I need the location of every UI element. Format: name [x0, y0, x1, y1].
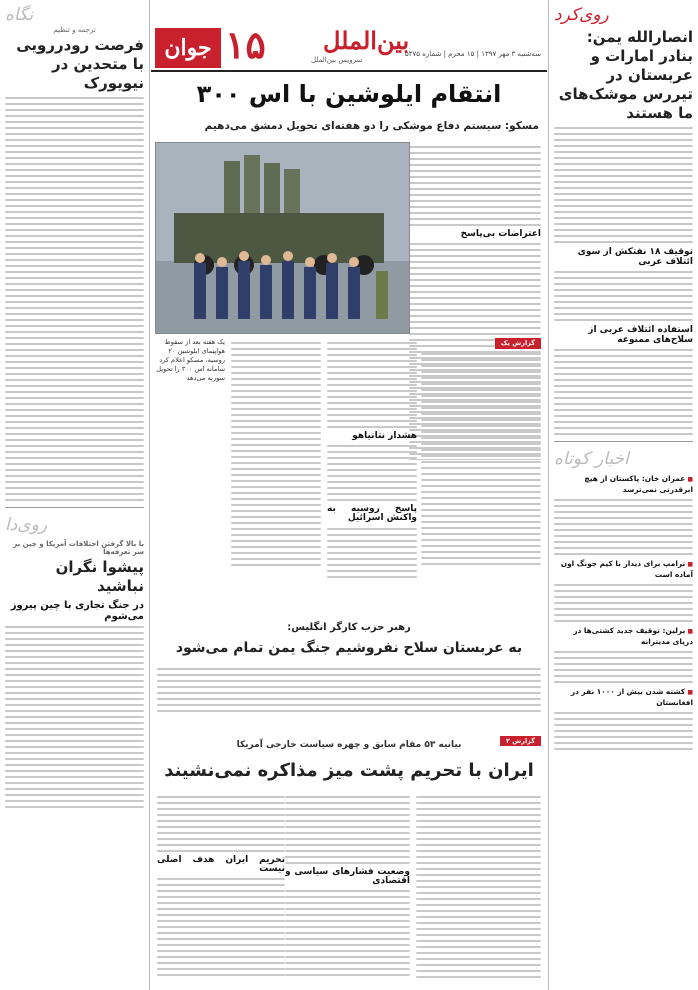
left-body-text [5, 97, 144, 501]
story3-col-1 [416, 792, 541, 982]
story3-col-3 [157, 792, 285, 982]
left-caption: ترجمه و تنظیم [53, 26, 96, 34]
left-kicker-2: روی‌دا [5, 515, 48, 535]
story3-sub: بیانیه ۵۳ مقام سابق و چهره سیاست خارجی آمریکا [236, 740, 462, 750]
left-headline2-pre: با بالا گرفتن اختلافات آمریکا و چین بر سر تعرفه‌ها [13, 540, 144, 556]
story3-col-2 [285, 792, 410, 982]
photo-caption: یک هفته بعد از سقوط هواپیمای ایلوشین ۲۰ روسیه، مسکو اعلام کرد سامانه اس ۳۰۰ را تحویل سوریه می‌دهد [156, 338, 225, 382]
right-subhead-1: توقیف ۱۸ نفتکش از سوی ائتلاف عربی [577, 247, 693, 267]
right-body-text [554, 127, 693, 243]
brief-item: ■ برلین: توقیف جدید کشتی‌ها در دریای مدیترانه [554, 626, 693, 683]
missile-system-photo [155, 143, 409, 334]
supplement-title: بین‌الملل [323, 26, 410, 55]
main-subhead-1: اعتراضات بی‌پاسخ [460, 229, 541, 239]
story2-sub: رهبر حزب کارگر انگلیس: [287, 622, 411, 633]
main-text-col-3 [231, 338, 321, 598]
right-column [548, 0, 698, 990]
left-kicker: نگاه [5, 5, 34, 25]
right-kicker: روی‌کرد [554, 5, 609, 25]
news-photo [155, 142, 410, 334]
main-subheadline: مسکو: سیستم دفاع موشکی را دو هفته‌ای تحویل دمشق می‌دهیم [204, 120, 539, 132]
story3-headline: ایران با تحریم پشت میز مذاکره نمی‌نشیند [164, 760, 534, 781]
brief-item: ■ عمران خان: پاکستان از هیچ ابرقدرتی نمی‌ترسد [554, 474, 693, 555]
report-tag: گزارش یک [495, 338, 541, 349]
newspaper-logo: جوان [155, 28, 221, 68]
main-headline: انتقام ایلوشین با اس ۳۰۰ [196, 80, 502, 108]
story2-body [157, 664, 541, 724]
right-subhead-2: استفاده ائتلاف عربی از سلاح‌های ممنوعه [588, 325, 693, 345]
story3-subhead-2: تحریم ایران هدف اصلی نیست [157, 855, 285, 875]
left-column [0, 0, 150, 990]
logo-number: ۱۵ [225, 22, 266, 67]
main-area [151, 0, 547, 990]
right-headline: انصارالله یمن: بنادر امارات و عربستان در تیررس موشک‌های ما هستند [558, 28, 693, 122]
masthead [151, 0, 547, 72]
brief-item: ■ ترامپ برای دیدار با کیم جونگ اون آماده است [554, 559, 693, 622]
main-text-col-4 [421, 338, 541, 598]
left-headline-2-sub: در جنگ تجاری با چین پیروز می‌شوم [10, 600, 144, 622]
main-subhead-3: پاسخ روسیه به واکنش اسرائیل [327, 504, 417, 524]
left-headline-2: پیشوا نگران نباشید [55, 558, 144, 595]
dateline: سه‌شنبه ۳ مهر ۱۳۹۷ | ۱۵ محرم | شماره ۵۴۷۵ [404, 50, 541, 58]
report-tag-2: گزارش ۲ [500, 736, 541, 746]
right-kicker-2: اخبار کوتاه [554, 449, 629, 469]
story2-headline: به عربستان سلاح نفروشیم جنگ یمن تمام می‌شود [175, 640, 523, 656]
story3-subhead-1: وضعیت فشارهای سیاسی و اقتصادی [285, 867, 410, 887]
brief-item: ■ کشته شدن بیش از ۱۰۰۰ نفر در افغانستان [554, 687, 693, 750]
supplement-subtitle: سرویس بین‌الملل [311, 56, 363, 64]
main-subhead-2: هشدار نتانیاهو [352, 431, 417, 441]
left-headline: فرصت رودررویی با متحدین در نیویورک [16, 36, 144, 92]
main-text-col-2 [327, 338, 417, 598]
